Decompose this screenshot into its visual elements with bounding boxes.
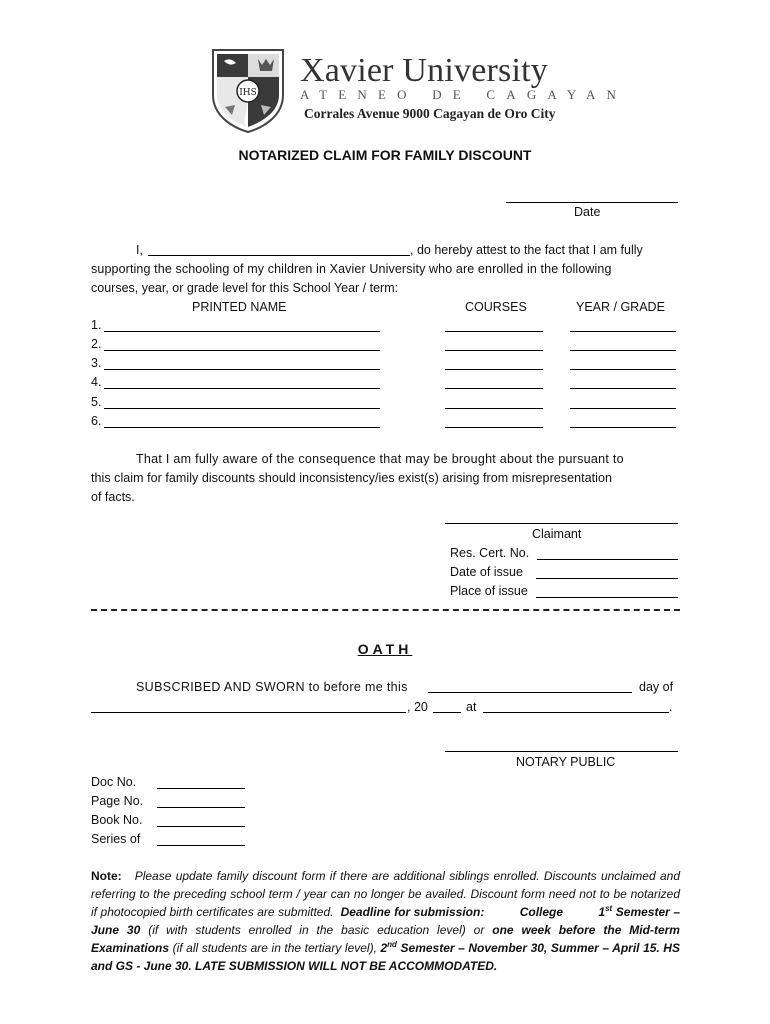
note-label: Note: bbox=[91, 869, 122, 883]
note-paren2: (if all students are in the tertiary level), bbox=[172, 941, 377, 955]
aware-line2: this claim for family discounts should inconsistency/ies exist(s) arising from misrepresentation bbox=[91, 471, 612, 485]
child-name-input-4[interactable] bbox=[104, 388, 380, 389]
oath-place-input-line[interactable] bbox=[483, 712, 669, 713]
course-input-6[interactable] bbox=[445, 427, 543, 428]
page-no-label: Page No. bbox=[91, 794, 144, 808]
dashed-separator bbox=[91, 609, 680, 611]
res-cert-label: Res. Cert. No. bbox=[450, 546, 530, 560]
university-subtitle: ATENEO DE CAGAYAN bbox=[300, 87, 628, 102]
oath-day-of: day of bbox=[639, 680, 674, 694]
oath-day-input-line[interactable] bbox=[428, 692, 632, 693]
note-college: College bbox=[519, 905, 564, 919]
svg-text:IHS: IHS bbox=[239, 88, 257, 98]
oath-subscribed-text: SUBSCRIBED AND SWORN to before me this bbox=[136, 680, 408, 694]
series-of-label: Series of bbox=[91, 832, 141, 846]
note-sem2: Semester – November 30, Summer – April 15. HS and GS - June 30. LATE SUBMISSION WILL NOT BE ACCOMMODATED. bbox=[91, 941, 680, 973]
form-title: NOTARIZED CLAIM FOR FAMILY DISCOUNT bbox=[238, 147, 532, 163]
year-input-6[interactable] bbox=[570, 427, 676, 428]
notary-public-label: NOTARY PUBLIC bbox=[516, 755, 616, 769]
aware-line3: of facts. bbox=[91, 490, 135, 504]
child-name-input-5[interactable] bbox=[104, 408, 380, 409]
row-number: 5. bbox=[91, 395, 102, 409]
year-input-5[interactable] bbox=[570, 408, 676, 409]
university-name: Xavier University bbox=[300, 52, 548, 89]
note-second-num: 2 bbox=[380, 941, 388, 955]
child-name-input-1[interactable] bbox=[104, 331, 380, 332]
date-issue-label: Date of issue bbox=[450, 565, 523, 579]
course-input-5[interactable] bbox=[445, 408, 543, 409]
notary-signature-line[interactable] bbox=[445, 751, 678, 752]
doc-no-label: Doc No. bbox=[91, 775, 137, 789]
course-input-2[interactable] bbox=[445, 350, 543, 351]
course-input-4[interactable] bbox=[445, 388, 543, 389]
year-input-2[interactable] bbox=[570, 350, 676, 351]
oath-year-prefix: , 20 bbox=[407, 700, 428, 714]
place-issue-input-line[interactable] bbox=[536, 597, 678, 598]
note-second-sup: nd bbox=[387, 940, 397, 949]
res-cert-input-line[interactable] bbox=[537, 559, 678, 560]
col-year-grade: YEAR / GRADE bbox=[576, 300, 665, 314]
oath-month-input-line[interactable] bbox=[91, 712, 406, 713]
attest-prefix: I, bbox=[136, 243, 143, 257]
place-issue-label: Place of issue bbox=[450, 584, 528, 598]
child-name-input-6[interactable] bbox=[104, 427, 380, 428]
book-no-label: Book No. bbox=[91, 813, 143, 827]
note-sem1: Semester – June 30 bbox=[91, 905, 681, 937]
year-input-3[interactable] bbox=[570, 369, 676, 370]
note-paren1: (if with students enrolled in the basic education level) or bbox=[148, 923, 485, 937]
oath-title: OATH bbox=[357, 641, 413, 657]
note-deadline: Deadline for submission: bbox=[340, 905, 485, 919]
year-input-4[interactable] bbox=[570, 388, 676, 389]
child-name-input-2[interactable] bbox=[104, 350, 380, 351]
row-number: 2. bbox=[91, 337, 102, 351]
note-paragraph bbox=[91, 867, 680, 975]
university-address: Corrales Avenue 9000 Cagayan de Oro City bbox=[304, 106, 556, 121]
series-of-input-line[interactable] bbox=[157, 845, 245, 846]
note-text: Please update family discount form if there are additional siblings enrolled. Discounts unclaimed and referring to the preceding school term / year can no longer be availed. Discount form need not to be notarized if photocopied birth certificates are submitted. bbox=[91, 869, 680, 919]
note-week-before: one week before the Mid-term Examinations bbox=[91, 923, 680, 955]
oath-at: at bbox=[466, 700, 477, 714]
university-seal-logo bbox=[210, 47, 286, 133]
claimant-label: Claimant bbox=[532, 527, 582, 541]
attest-line2: supporting the schooling of my children in Xavier University who are enrolled in the following bbox=[91, 262, 612, 276]
claimant-name-input-line[interactable] bbox=[148, 255, 410, 256]
attest-line1: , do hereby attest to the fact that I am fully bbox=[410, 243, 643, 257]
col-courses: COURSES bbox=[465, 300, 527, 314]
col-printed-name: PRINTED NAME bbox=[192, 300, 287, 314]
row-number: 4. bbox=[91, 375, 102, 389]
attest-line3: courses, year, or grade level for this School Year / term: bbox=[91, 281, 399, 295]
claimant-signature-line[interactable] bbox=[445, 523, 678, 524]
course-input-1[interactable] bbox=[445, 331, 543, 332]
date-label: Date bbox=[574, 205, 601, 219]
course-input-3[interactable] bbox=[445, 369, 543, 370]
doc-no-input-line[interactable] bbox=[157, 788, 245, 789]
row-number: 1. bbox=[91, 318, 102, 332]
note-first-num: 1 bbox=[598, 905, 606, 919]
aware-line1: That I am fully aware of the consequence that may be brought about the pursuant to bbox=[136, 452, 624, 466]
page-no-input-line[interactable] bbox=[157, 807, 245, 808]
date-issue-input-line[interactable] bbox=[536, 578, 678, 579]
year-input-1[interactable] bbox=[570, 331, 676, 332]
child-name-input-3[interactable] bbox=[104, 369, 380, 370]
note-first-sup: st bbox=[605, 904, 613, 913]
book-no-input-line[interactable] bbox=[157, 826, 245, 827]
oath-period: . bbox=[669, 700, 673, 714]
row-number: 3. bbox=[91, 356, 102, 370]
row-number: 6. bbox=[91, 414, 102, 428]
oath-year-input-line[interactable] bbox=[433, 712, 461, 713]
